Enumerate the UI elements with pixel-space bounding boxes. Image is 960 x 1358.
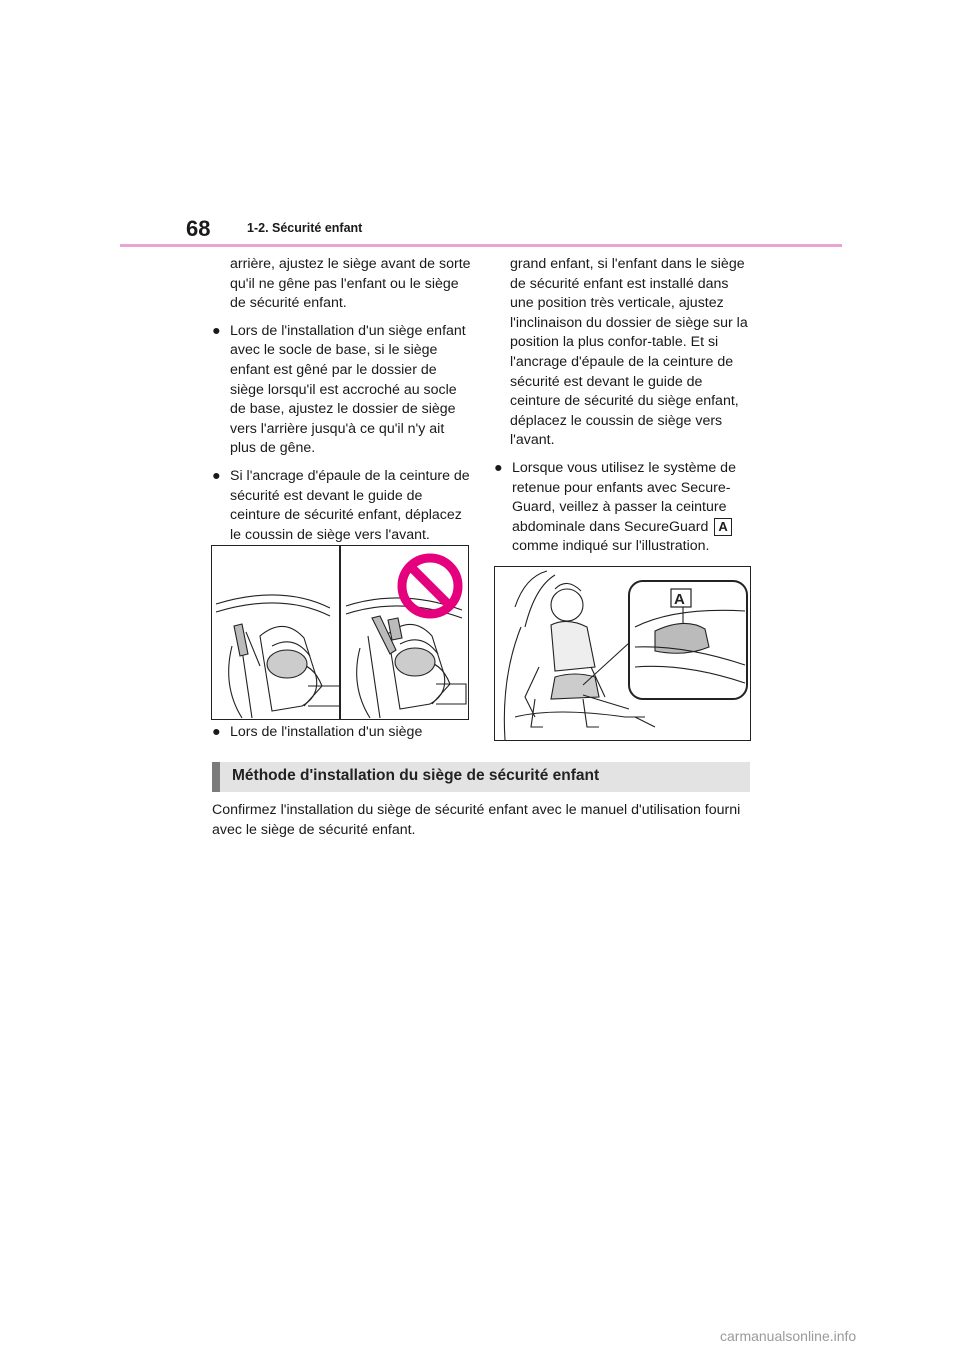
right-bullet-1-text-a: Lorsque vous utilisez le système de retenue pour enfants avec Secure-Guard, veillez à passer la ceinture abdominale dans SecureGuard bbox=[512, 459, 736, 535]
illustration-secureguard bbox=[494, 566, 751, 741]
right-bullet-1-text-b: comme indiqué sur l'illustration. bbox=[512, 538, 710, 555]
left-bullet-1 bbox=[212, 322, 472, 459]
section-heading-bar bbox=[212, 762, 750, 792]
watermark: carmanualsonline.info bbox=[720, 1328, 857, 1344]
illustration-seat-positions bbox=[211, 545, 469, 720]
section-heading: Méthode d'installation du siège de sécurité enfant bbox=[232, 767, 600, 784]
left-column bbox=[212, 255, 472, 553]
right-column bbox=[494, 255, 754, 565]
page-number: 68 bbox=[186, 216, 211, 241]
bullet-icon: ● bbox=[212, 467, 221, 484]
bullet-icon: ● bbox=[212, 322, 221, 339]
header-rule bbox=[120, 244, 842, 247]
body-paragraph: Confirmez l'installation du siège de sécurité enfant avec le manuel d'utilisation fourni avec le siège de sécurité enfant. bbox=[212, 802, 741, 838]
seat-comparison-drawing bbox=[212, 546, 468, 719]
left-bullet-1-text: Lors de l'installation d'un siège enfant avec le socle de base, si le siège enfant est gêné par le dossier de siège lorsqu'il est accroché au socle de base, ajustez le dossier de siège vers l'arrière jusqu'à ce qu'il n'y ait plus de gêne. bbox=[230, 322, 466, 457]
left-bullet-2 bbox=[212, 467, 472, 545]
callout-a-label: A bbox=[674, 591, 685, 608]
section-title: 1-2. Sécurité enfant bbox=[247, 221, 363, 235]
right-bullet-1 bbox=[494, 459, 754, 557]
secureguard-drawing bbox=[495, 567, 750, 740]
bullet-icon: ● bbox=[212, 724, 221, 740]
left-paragraph: arrière, ajustez le siège avant de sorte qu'il ne gêne pas l'enfant ou le siège de sécurité enfant. bbox=[230, 256, 471, 312]
prohibition-icon bbox=[402, 558, 458, 614]
left-bullet-3 bbox=[212, 723, 500, 743]
left-bullet-3-text: Lors de l'installation d'un siège bbox=[230, 724, 423, 740]
right-paragraph: grand enfant, si l'enfant dans le siège de sécurité enfant est installé dans une position très verticale, ajustez l'inclinaison du dossier de siège sur la position la plus confor-table. Et si l'ancrage d'épaule de la ceinture de sécurité est devant le guide de ceinture de sécurité du siège enfant, déplacez le coussin de siège vers l'avant. bbox=[510, 256, 748, 449]
label-a-box: A bbox=[714, 518, 731, 536]
inset-detail bbox=[629, 581, 747, 699]
left-bullet-2-text: Si l'ancrage d'épaule de la ceinture de sécurité est devant le guide de ceinture de sécurité enfant, déplacez le coussin de siège vers l'avant. bbox=[230, 467, 470, 543]
bullet-icon: ● bbox=[494, 459, 503, 476]
